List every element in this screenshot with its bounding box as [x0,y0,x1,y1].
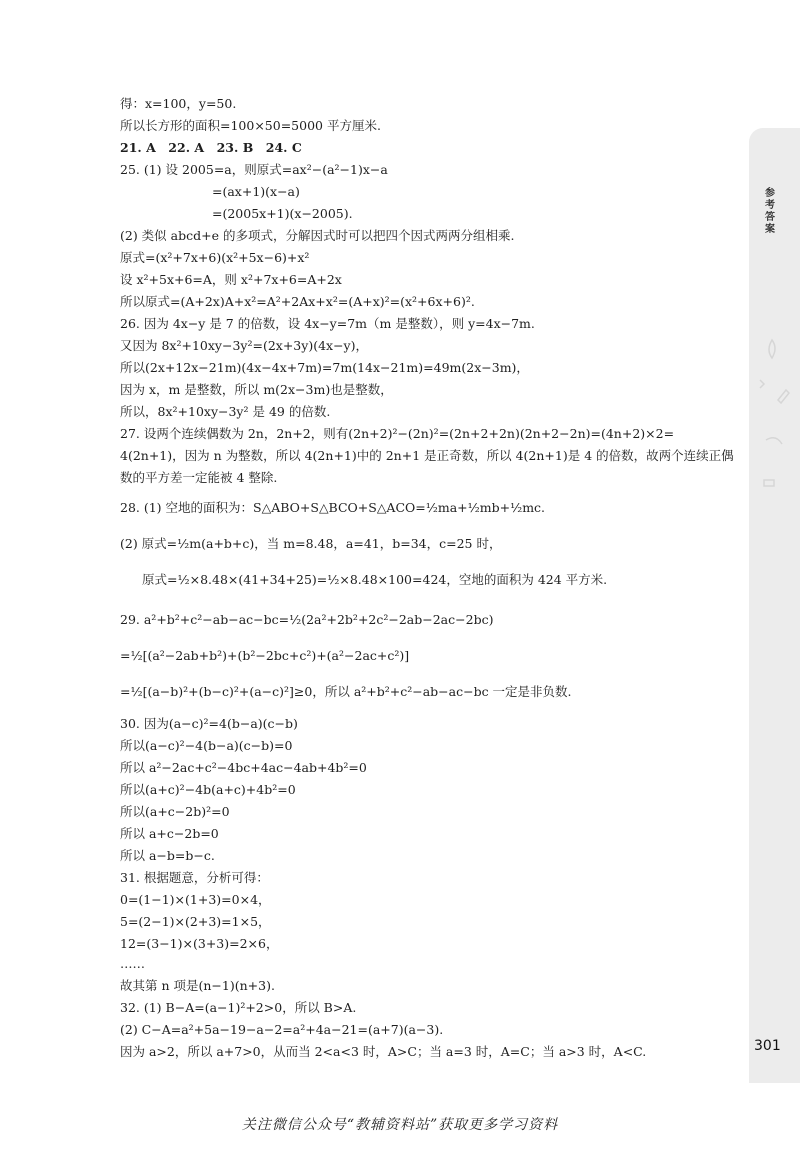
answer-line: =(ax+1)(x−a) [212,184,300,199]
answer-line: 21. A 22. A 23. B 24. C [120,140,302,155]
answer-line: 所以(a+c)²−4b(a+c)+4b²=0 [120,782,296,797]
answer-line: 原式=½×8.48×(41+34+25)=½×8.48×100=424，空地的面积为 424 平方米. [142,572,608,587]
side-tab-label: 参考答案 [765,188,775,235]
answer-line: 所以(a+c−2b)²=0 [120,804,230,819]
answer-line: 又因为 8x²+10xy−3y²=(2x+3y)(4x−y)， [120,338,368,353]
answer-line: …… [120,956,145,971]
answer-line: 12=(3−1)×(3+3)=2×6， [120,936,279,951]
answer-line: 28. (1) 空地的面积为：S△ABO+S△BCO+S△ACO=½ma+½mb+½mc. [120,500,546,515]
answer-line: 32. (1) B−A=(a−1)²+2>0，所以 B>A. [120,1000,357,1015]
answer-line: 所以(a−c)²−4(b−a)(c−b)=0 [120,738,293,753]
answer-line: 原式=(x²+7x+6)(x²+5x−6)+x² [120,250,310,265]
answer-line: 4(2n+1)，因为 n 为整数，所以 4(2n+1)中的 2n+1 是正奇数，所以 4(2n+1)是 4 的倍数，故两个连续正偶 [120,448,734,463]
answer-line: 得：x=100，y=50. [120,96,237,111]
answer-line: 因为 x，m 是整数，所以 m(2x−3m)也是整数， [120,382,393,397]
answer-line: 所以 a−b=b−c. [120,848,215,863]
answer-line: 26. 因为 4x−y 是 7 的倍数，设 4x−y=7m（m 是整数），则 y=4x−7m. [120,316,535,331]
answer-line: 所以长方形的面积=100×50=5000 平方厘米. [120,118,381,133]
answer-line: 设 x²+5x+6=A，则 x²+7x+6=A+2x [120,272,342,287]
answer-line: 所以 a+c−2b=0 [120,826,219,841]
decorative-pencil-icon [752,330,796,500]
answer-line: 故其第 n 项是(n−1)(n+3). [120,978,275,993]
answer-line: (2) 类似 abcd+e 的多项式，分解因式时可以把四个因式两两分组相乘. [120,228,515,243]
answer-line: 所以原式=(A+2x)A+x²=A²+2Ax+x²=(A+x)²=(x²+6x+6)². [120,294,475,309]
answer-line: =½[(a²−2ab+b²)+(b²−2bc+c²)+(a²−2ac+c²)] [120,648,410,663]
side-tab [749,128,800,1083]
answer-line: 25. (1) 设 2005=a，则原式=ax²−(a²−1)x−a [120,162,388,177]
answer-line: 27. 设两个连续偶数为 2n，2n+2，则有(2n+2)²−(2n)²=(2n+2+2n)(2n+2−2n)=(4n+2)×2= [120,426,675,441]
answer-line: 31. 根据题意，分析可得： [120,870,269,885]
answer-line: 5=(2−1)×(2+3)=1×5， [120,914,271,929]
answer-line: 30. 因为(a−c)²=4(b−a)(c−b) [120,716,298,731]
answer-line: =½[(a−b)²+(b−c)²+(a−c)²]≥0，所以 a²+b²+c²−ab−ac−bc 一定是非负数. [120,684,572,699]
answer-line: 29. a²+b²+c²−ab−ac−bc=½(2a²+2b²+2c²−2ab−2ac−2bc) [120,612,494,627]
answer-line: 数的平方差一定能被 4 整除. [120,470,278,485]
page-number: 301 [754,1038,781,1054]
answer-line: (2) C−A=a²+5a−19−a−2=a²+4a−21=(a+7)(a−3). [120,1022,444,1037]
answer-line: 所以(2x+12x−21m)(4x−4x+7m)=7m(14x−21m)=49m(2x−3m)， [120,360,529,375]
answer-line: 所以 a²−2ac+c²−4bc+4ac−4ab+4b²=0 [120,760,367,775]
answer-line: 所以，8x²+10xy−3y² 是 49 的倍数. [120,404,331,419]
answer-line: 0=(1−1)×(1+3)=0×4， [120,892,271,907]
answer-line: (2) 原式=½m(a+b+c)，当 m=8.48，a=41，b=34，c=25 时， [120,536,502,551]
answer-line: =(2005x+1)(x−2005). [212,206,353,221]
footer-note: 关注微信公众号“教辅资料站”获取更多学习资料 [241,1117,559,1133]
answer-line: 因为 a>2，所以 a+7>0，从而当 2<a<3 时，A>C；当 a=3 时，A=C；当 a>3 时，A<C. [120,1044,647,1059]
